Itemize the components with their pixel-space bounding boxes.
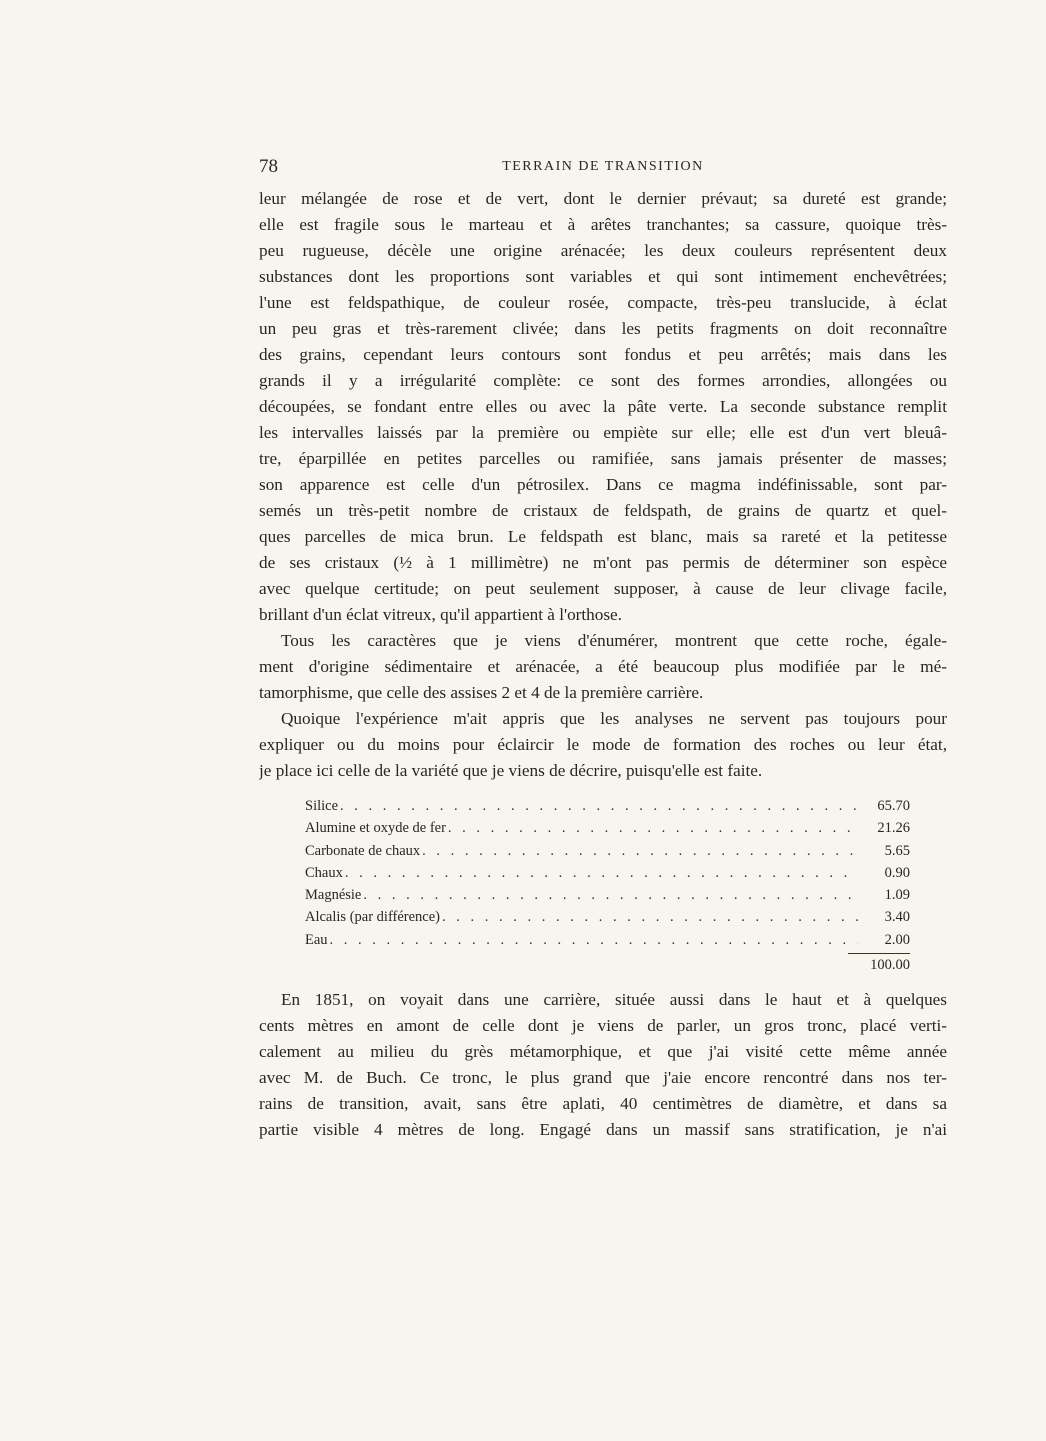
- text-line: son apparence est celle d'un pétrosilex. Dans ce magma indéfinissable, sont par-: [259, 475, 947, 494]
- page-number: 78: [259, 156, 278, 177]
- analysis-row: [305, 862, 910, 884]
- text-line: semés un très-petit nombre de cristaux de feldspath, de grains de quartz et quel-: [259, 501, 947, 520]
- chemical-analysis-table: [305, 795, 910, 976]
- text-line: peu rugueuse, décèle une origine arénacée; les deux couleurs représentent deux: [259, 241, 947, 260]
- component-value: 65.70: [877, 798, 910, 814]
- text-line: elle est fragile sous le marteau et à arêtes tranchantes; sa cassure, quoique très-: [259, 215, 947, 234]
- component-value: 21.26: [877, 820, 910, 837]
- text-line: calement au milieu du grès métamorphique, et que j'ai visité cette même année: [259, 1042, 947, 1061]
- text-line: ques parcelles de mica brun. Le feldspath est blanc, mais sa rareté et la petitesse: [259, 527, 947, 546]
- component-value: 5.65: [884, 842, 910, 859]
- component-label: Alumine et oxyde de fer: [305, 820, 446, 837]
- component-label: Magnésie: [305, 887, 362, 904]
- component-label: Eau: [305, 931, 328, 948]
- component-value: 1.09: [884, 887, 910, 904]
- text-line: partie visible 4 mètres de long. Engagé dans un massif sans stratification, je n'ai: [259, 1120, 947, 1139]
- component-label: Carbonate de chaux: [305, 842, 421, 859]
- dot-leader: [345, 862, 858, 884]
- running-title: TERRAIN DE TRANSITION: [502, 159, 704, 174]
- text-line: tre, éparpillée en petites parcelles ou ramifiée, sans jamais présenter de masses;: [259, 449, 947, 468]
- text-line: leur mélangée de rose et de vert, dont le dernier prévaut; sa dureté est grande;: [259, 189, 947, 208]
- dot-leader: [363, 884, 858, 906]
- text-line: je place ici celle de la variété que je viens de décrire, puisqu'elle est faite.: [259, 761, 763, 780]
- text-line: avec M. de Buch. Ce tronc, le plus grand que j'aie encore rencontré dans nos ter-: [259, 1068, 947, 1087]
- body-text-continued: [259, 987, 947, 1143]
- text-line: avec quelque certitude; on peut seulement supposer, à cause de leur clivage facile,: [259, 579, 947, 598]
- dot-leader: [330, 929, 858, 951]
- text-line: grands il y a irrégularité complète: ce sont des formes arrondies, allongées ou: [259, 371, 947, 390]
- analysis-row: [305, 884, 910, 906]
- text-line: Quoique l'expérience m'ait appris que les analyses ne servent pas toujours pour: [281, 709, 947, 728]
- body-text: [259, 186, 947, 784]
- text-line: rains de transition, avait, sans être aplati, 40 centimètres de diamètre, et dans sa: [259, 1094, 947, 1113]
- text-line: cents mètres en amont de celle dont je viens de parler, un gros tronc, placé verti-: [259, 1016, 947, 1035]
- text-line: l'une est feldspathique, de couleur rosée, compacte, très-peu translucide, à éclat: [259, 293, 947, 312]
- text-line: En 1851, on voyait dans une carrière, située aussi dans le haut et à quelques: [281, 990, 947, 1009]
- dot-leader: [442, 906, 858, 928]
- text-line: Tous les caractères que je viens d'énumérer, montrent que cette roche, égale-: [281, 631, 947, 650]
- dot-leader: [422, 840, 858, 862]
- text-line: de ses cristaux (½ à 1 millimètre) ne m'ont pas permis de déterminer son espèce: [259, 553, 947, 572]
- component-value: 0.90: [884, 864, 910, 881]
- text-line: substances dont les proportions sont variables et qui sont intimement enchevêtrées;: [259, 267, 947, 286]
- text-line: un peu gras et très-rarement clivée; dans les petits fragments on doit reconnaître: [259, 319, 947, 338]
- analysis-row: [305, 817, 910, 839]
- component-label: Chaux: [305, 864, 343, 881]
- component-value: 3.40: [884, 909, 910, 926]
- text-line: ment d'origine sédimentaire et arénacée, a été beaucoup plus modifiée par le mé-: [259, 657, 947, 676]
- dot-leader: [448, 817, 858, 839]
- analysis-total-row: [305, 954, 910, 976]
- analysis-row: [305, 795, 910, 817]
- text-line: expliquer ou du moins pour éclaircir le mode de formation des roches ou leur état,: [259, 735, 947, 754]
- component-label: Alcalis (par différence): [305, 909, 440, 926]
- running-header: [259, 156, 947, 180]
- text-line: tamorphisme, que celle des assises 2 et 4 de la première carrière.: [259, 683, 704, 702]
- text-line: brillant d'un éclat vitreux, qu'il appartient à l'orthose.: [259, 605, 622, 624]
- component-value: 2.00: [884, 931, 910, 948]
- analysis-total: 100.00: [870, 957, 910, 974]
- analysis-row: [305, 906, 910, 928]
- analysis-row: [305, 840, 910, 862]
- analysis-row: [305, 929, 910, 951]
- dot-leader: [340, 795, 858, 817]
- text-line: des grains, cependant leurs contours sont fondus et peu arrêtés; mais dans les: [259, 345, 947, 364]
- text-line: découpées, se fondant entre elles ou avec la pâte verte. La seconde substance remplit: [259, 397, 947, 416]
- text-line: les intervalles laissés par la première ou empiète sur elle; elle est d'un vert bleuâ-: [259, 423, 947, 442]
- component-label: Silice: [305, 798, 339, 814]
